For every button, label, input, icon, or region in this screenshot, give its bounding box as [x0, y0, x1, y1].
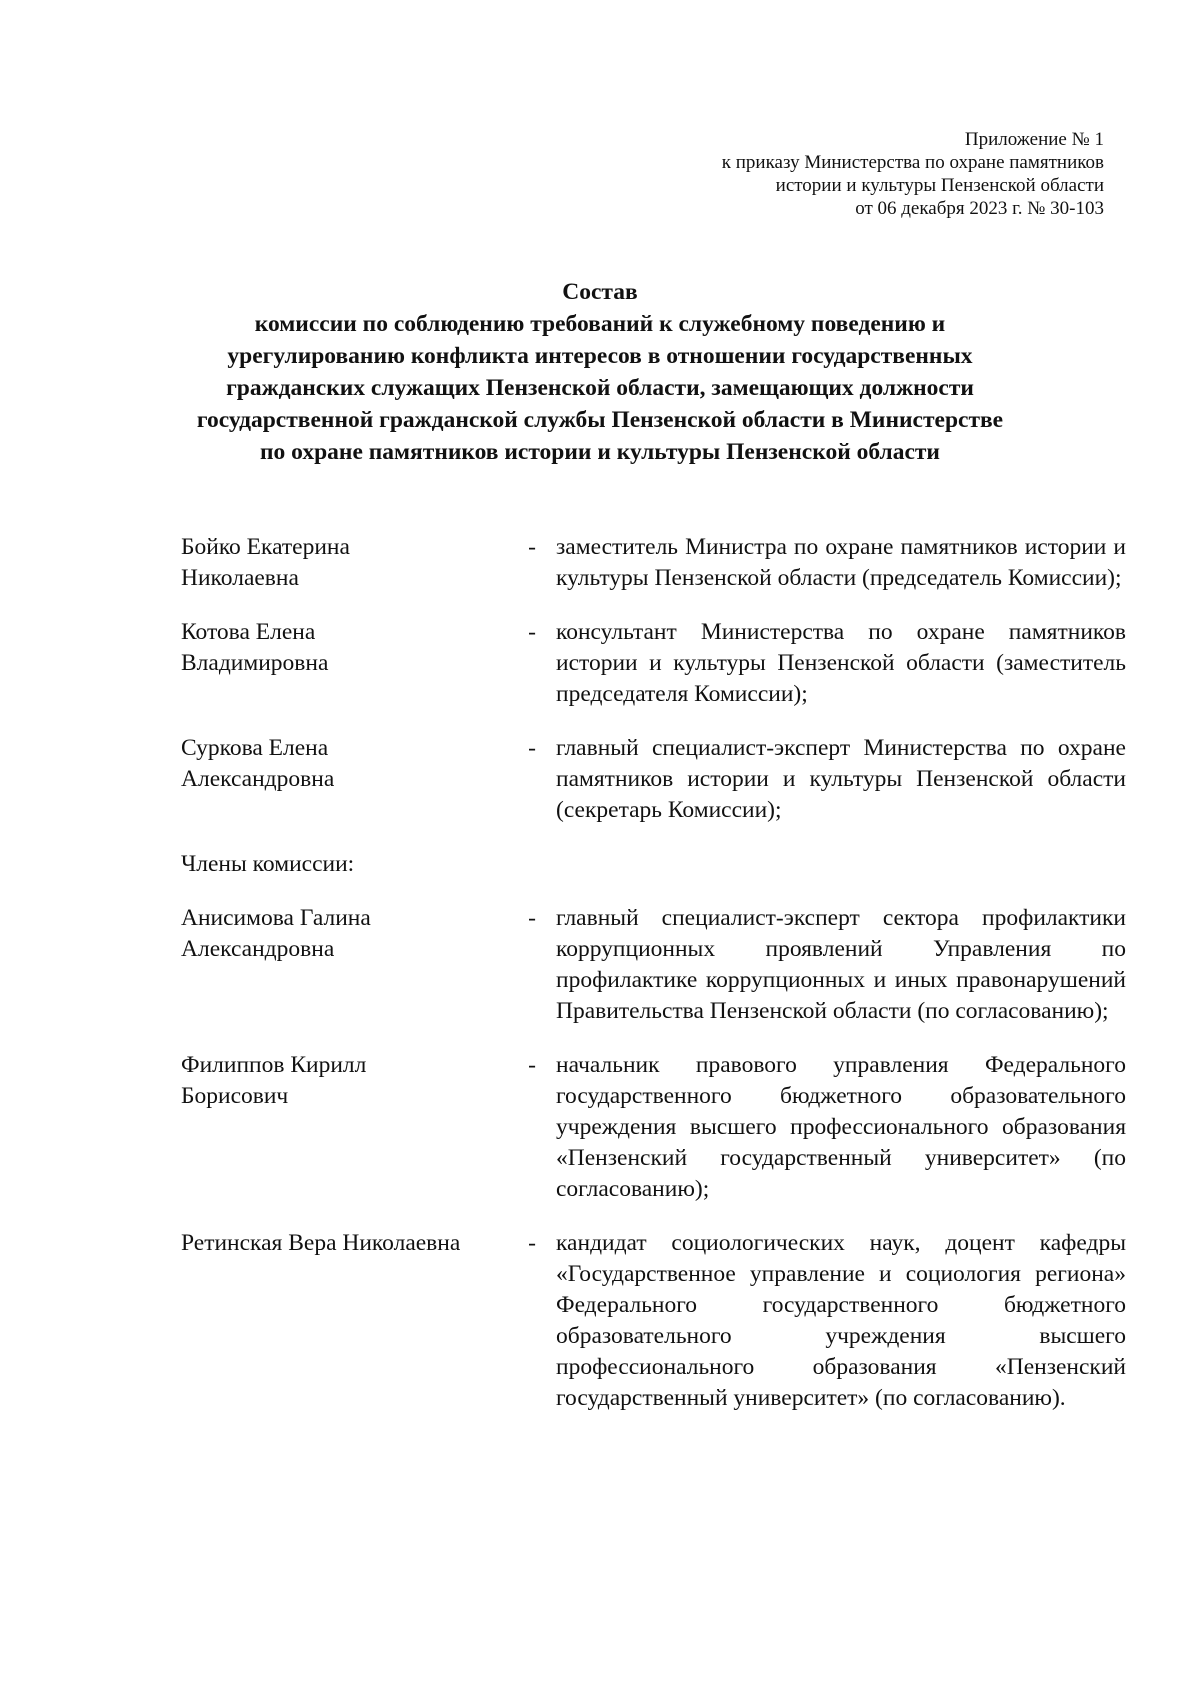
member-row [181, 617, 1181, 710]
title-line: по охране памятников истории и культуры Пензенской области [260, 439, 940, 465]
member-name: Суркова Елена Александровна [181, 735, 335, 792]
members-group-label: Члены комиссии: [181, 851, 355, 877]
dash-separator: - [528, 1052, 536, 1078]
member-row [181, 532, 1181, 594]
member-name: Ретинская Вера Николаевна [181, 1230, 461, 1256]
document-title [140, 276, 1060, 468]
appendix-date-line: от 06 декабря 2023 г. № 30-103 [855, 198, 1104, 219]
member-role: главный специалист-эксперт Министерства по охране памятников истории и культуры Пензенской области (секретарь Комиссии); [556, 735, 1126, 823]
dash-separator: - [528, 905, 536, 931]
member-row [181, 903, 1181, 1027]
member-name: Бойко Екатерина Николаевна [181, 534, 350, 591]
title-line: государственной гражданской службы Пензенской области в Министерстве [196, 407, 1004, 433]
member-role: заместитель Министра по охране памятников истории и культуры Пензенской области (председатель Комиссии); [556, 534, 1126, 591]
member-name: Анисимова Галина Александровна [181, 905, 371, 962]
appendix-header [464, 128, 1104, 220]
member-role: главный специалист-эксперт сектора профилактики коррупционных проявлений Управления по профилактике коррупционных и иных правонарушений Правительства Пензенской области (по согласованию); [556, 905, 1126, 1024]
appendix-ministry-line: истории и культуры Пензенской области [775, 175, 1104, 196]
member-name: Котова Елена Владимировна [181, 619, 329, 676]
members-group-row [181, 849, 1181, 880]
appendix-order-line: к приказу Министерства по охране памятников [721, 152, 1104, 173]
title-line: урегулированию конфликта интересов в отношении государственных [227, 343, 973, 369]
dash-separator: - [528, 619, 536, 645]
dash-separator: - [528, 735, 536, 761]
member-role: начальник правового управления Федерального государственного бюджетного образовательного учреждения высшего профессионального образования «Пензенский государственный университет» (по согласованию); [556, 1052, 1126, 1202]
title-heading: Состав [562, 279, 638, 305]
commission-members-list [181, 532, 1181, 1414]
member-role: консультант Министерства по охране памятников истории и культуры Пензенской области (заместитель председателя Комиссии); [556, 619, 1126, 707]
title-line: гражданских служащих Пензенской области, замещающих должности [226, 375, 974, 401]
dash-separator: - [528, 534, 536, 560]
title-line: комиссии по соблюдению требований к служебному поведению и [254, 311, 946, 337]
dash-separator: - [528, 1230, 536, 1256]
member-row [181, 733, 1181, 826]
member-role: кандидат социологических наук, доцент кафедры «Государственное управление и социология региона» Федерального государственного бюджетного образовательного учреждения высшего профессионального образования «Пензенский государственный университет» (по согласованию). [556, 1230, 1126, 1411]
appendix-number: Приложение № 1 [964, 129, 1104, 150]
member-name: Филиппов Кирилл Борисович [181, 1052, 367, 1109]
member-row [181, 1228, 1181, 1414]
member-row [181, 1050, 1181, 1205]
